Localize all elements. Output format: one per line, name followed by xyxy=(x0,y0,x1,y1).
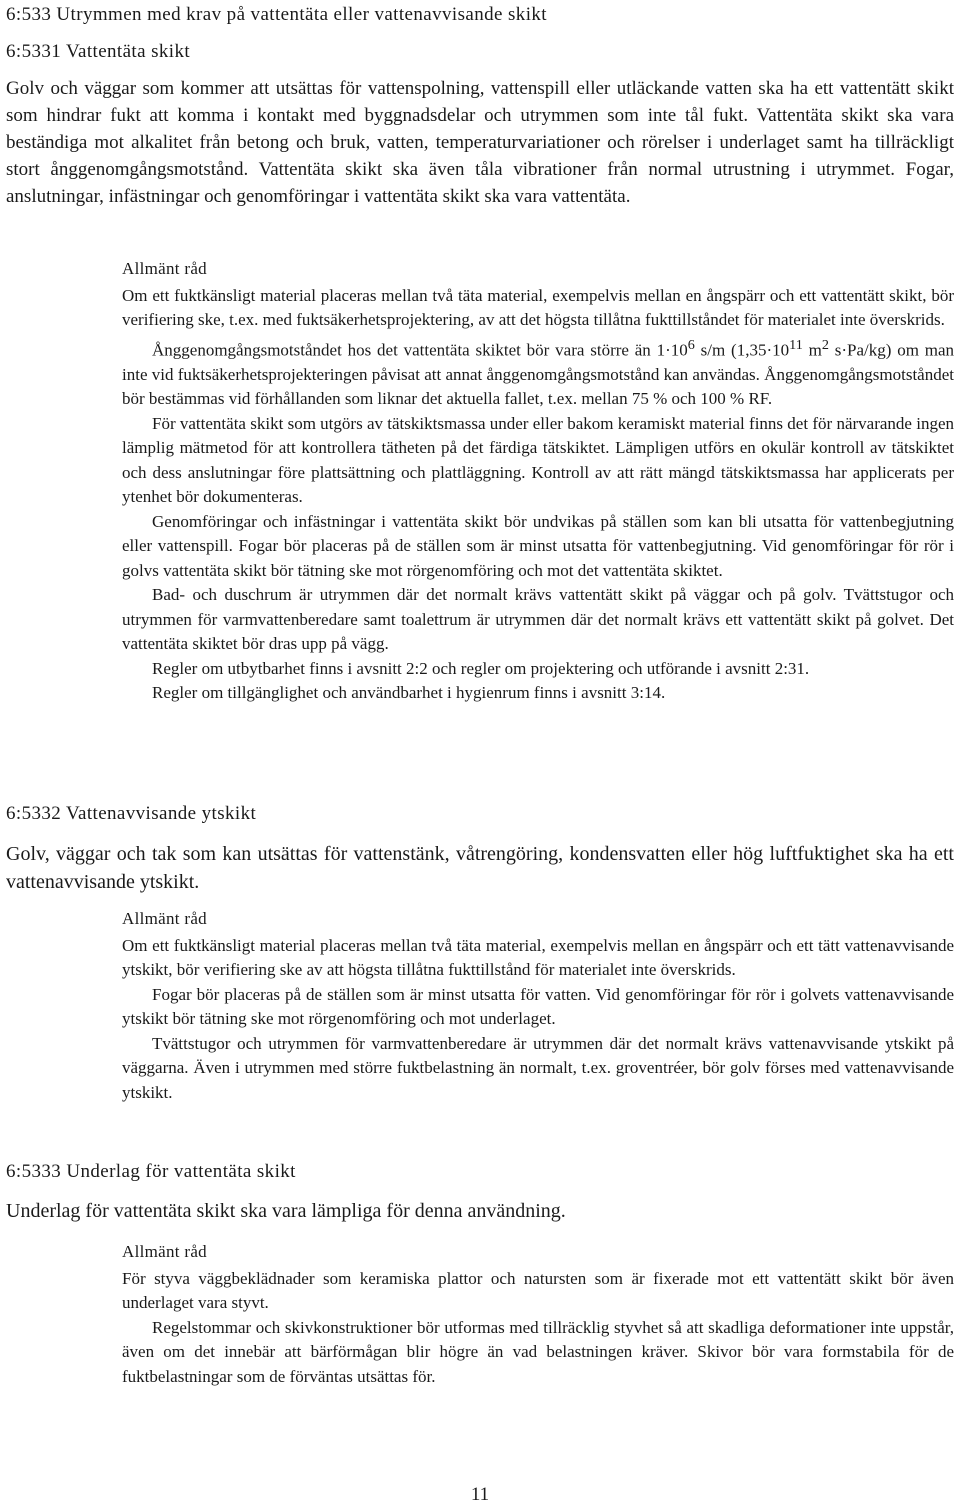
general-advice-label: Allmänt råd xyxy=(122,909,207,928)
advice-paragraph: Bad- och duschrum är utrymmen där det normalt krävs vattentätt skikt på väggar och på golv. Tvättstugor och utrymmen för varmvattenberedare samt toalettrum är utrymmen där det normalt krävs ett vattentätt skikt på golvet. Det vattentäta skiktet bör dras upp på vägg. xyxy=(122,585,954,654)
advice-paragraph: Tvättstugor och utrymmen för varmvattenberedare är utrymmen där det normalt krävs vattenavvisande ytskikt på väggarna. Även i utrymmen med större fuktbelastning än normalt, t.ex. groventréer, bör golv förses med vattenavvisande ytskikt. xyxy=(122,1033,954,1102)
section-heading-6333: 6:5333 Underlag för vattentäta skikt xyxy=(6,1161,296,1182)
requirement-text-6331 xyxy=(6,75,954,210)
advice-paragraph: Regler om utbytbarhet finns i avsnitt 2:2 och regler om projektering och utförande i avsnitt 2:31. xyxy=(152,658,810,678)
requirement-sentence: Vattentäta skikt ska vara beständiga mot alkalitet från betong och bruk, vatten, temperaturvariationer och rörelser i underlaget samt ha tillräckligt stort ånggenomgångsmotstånd. xyxy=(6,105,954,180)
section-heading-6533: 6:533 Utrymmen med krav på vattentäta eller vattenavvisande skikt xyxy=(6,4,547,25)
advice-paragraph: Om ett fuktkänsligt material placeras mellan två täta material, exempelvis mellan en ångspärr och ett vattentätt skikt, bör verifiering ske, t.ex. med fuktsäkerhetsprojektering, av att det högsta tillåtna fukttillståndet för materialet inte överskrids. xyxy=(122,285,954,329)
general-advice-label: Allmänt råd xyxy=(122,259,207,278)
advice-paragraph: Fogar bör placeras på de ställen som är minst utsatta för vatten. Vid genomföringar för rör i golvets vattenavvisande ytskikt bör tätning ske mot rörgenomföring och mot underlaget. xyxy=(122,984,954,1028)
general-advice-6331 xyxy=(122,257,954,706)
requirement-text-6332: Golv, väggar och tak som kan utsättas för vattenstänk, våtrengöring, kondensvatten eller hög luftfuktighet ska ha ett vattenavvisande ytskikt. xyxy=(6,843,954,893)
requirement-sentence: Fogar, anslutningar, infästningar och genomföringar i vattentäta skikt ska vara vattentäta. xyxy=(6,159,954,207)
section-heading-6332: 6:5332 Vattenavvisande ytskikt xyxy=(6,803,257,824)
requirement-sentence: Golv och väggar som kommer att utsättas för vattenspolning, vattenspill eller utläckande vatten ska ha ett vattentätt skikt som hindrar fukt att komma i kontakt med byggnadsdelar och utrymmen som inte tål fukt. xyxy=(6,78,954,126)
advice-paragraph: För vattentäta skikt som utgörs av tätskiktsmassa under eller bakom keramiskt material finns det för närvarande ingen lämplig mätmetod för att kontrollera tätheten på det färdiga tätskiktet. Lämpligen utförs en okulär kontroll av tätskiktet och dess anslutningar före plattsättning och plattläggning. Kontroll av att rätt mängd tätskiktsmassa har applicerats per ytenhet bör dokumenteras. xyxy=(122,413,954,507)
advice-paragraph: Om ett fuktkänsligt material placeras mellan två täta material, exempelvis mellan en ångspärr och ett tätt vattenavvisande ytskikt, bör verifiering ske av att högsta tillåtna fukttillstånd för materialet inte överskrids. xyxy=(122,935,954,979)
general-advice-label: Allmänt råd xyxy=(122,1242,207,1261)
section-heading-6331: 6:5331 Vattentäta skikt xyxy=(6,41,191,62)
page-number: 11 xyxy=(470,1484,490,1505)
advice-paragraph: Regler om tillgänglighet och användbarhet i hygienrum finns i avsnitt 3:14. xyxy=(152,683,666,703)
advice-paragraph: Regelstommar och skivkonstruktioner bör utformas med tillräcklig styvhet så att skadliga deformationer inte uppstår, även om det innebär att bärförmågan blir högre än vad belastningen kräver. Skivor bör vara formstabila för de fuktbelastningar som de förväntas utsättas för. xyxy=(122,1317,954,1386)
advice-paragraph: Genomföringar och infästningar i vattentäta skikt bör undvikas på ställen som kan bli utsatta för vattenbegjutning eller vattenspill. Fogar bör placeras på de ställen som är minst utsatta för vattenbegjutning. Vid genomföringar för rör i golvs vattentäta skikt bör tätning ske mot rörgenomföring och mot det vattentäta skiktet. xyxy=(122,511,954,580)
general-advice-6332 xyxy=(122,907,954,1105)
requirement-text-6333: Underlag för vattentäta skikt ska vara lämpliga för denna användning. xyxy=(6,1200,566,1222)
requirement-sentence: Vattentäta skikt ska även tåla vibrationer från normal utrustning i utrymmet. xyxy=(258,159,896,180)
advice-paragraph-vapour-resistance: Ånggenomgångsmotståndet hos det vattentäta skiktet bör vara större än $1\cdot 10^6$ s/m ($1,35\cdot 10^{11}$ $m^2$ s·Pa/kg) om man inte vid fuktsäkerhetsprojekteringen påvisat att annat ånggenomgångsmotstånd kan användas. Ånggenomgångsmotståndet bör bestämmas vid förhållanden som liknar det aktuella fallet, t.ex. mellan 75 % och 100 % RF. xyxy=(122,336,955,409)
advice-paragraph: För styva väggbeklädnader som keramiska plattor och natursten som är fixerade mot ett vattentätt skikt bör även underlaget vara styvt. xyxy=(122,1268,954,1312)
general-advice-6333 xyxy=(122,1240,954,1389)
